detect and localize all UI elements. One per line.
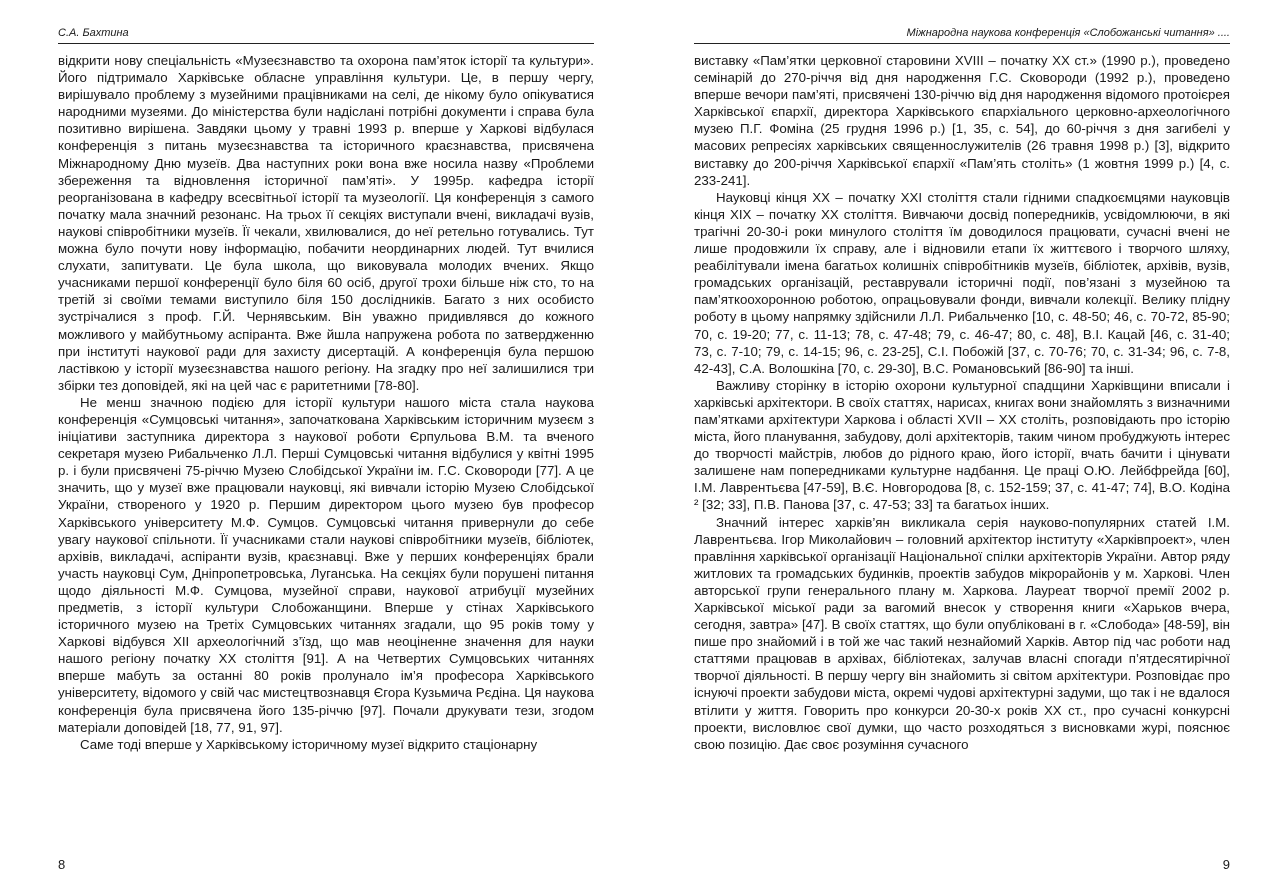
right-page-body	[694, 52, 1230, 753]
paragraph: Важливу сторінку в історію охорони культурної спадщини Харківщини вписали і харківські архітектори. В своїх статтях, нарисах, книгах вони знайомлять з визначними пам’ятками архітектури Харкова і області XVII – XX століть, розповідають про історію міста, його планування, забудову, долі архітекторів, таким чином пробуджують інтерес до творчості майстрів, любов до рідного краю, його історії, вчать бачити і цінувати залишене нам попередниками культурне надбання. Це праці О.Ю. Лейбфрейда [60], І.М. Лаврентьєва [47-59], В.Є. Новгородова [8, с. 152-159; 37, с. 41-47; 74], В.О. Кодіна ² [32; 33], П.В. Панова [37, с. 47-53; 33] та багатьох інших.	[694, 377, 1230, 513]
left-page	[58, 0, 594, 896]
paragraph: Саме тоді вперше у Харківському історичному музеї відкрито стаціонарну	[80, 736, 538, 752]
paragraph: відкрити нову спеціальність «Музеєзнавство та охорона пам’яток історії та культури». Його підтримало Харківське обласне управління культури. Це, в першу чергу, вирішувало проблему з музейними працівниками на селі, де нікому було опікуватися народними музеями. До міністерства були надіслані потрібні документи і справа була позитивно вирішена. Завдяки цьому у травні 1993 р. вперше у Харкові відбулася конференція з питань музеєзнавства та історичного краєзнавства, присвячена Міжнародному Дню музеїв. Два наступних роки вона вже носила назву «Проблеми збереження та відновлення історичної пам’яті». У 1995р. кафедра історії реорганізована в кафедру всесвітньої історії та музеології. Ця конференція з самого початку мала значний резонанс. На трьох її секціях виступали вчені, викладачі вузів, наукові співробітники музеїв. Її чекали, хвилювалися, до неї ретельно готувались. Тут можна було почути нову інформацію, побачити неординарних людей. Тут вчилися слухати, запитувати. Це була школа, що виковувала молодих вчених. Якщо учасниками першої конференції було біля 60 осіб, другої трохи більше ніж сто, то на третій зі своїми темами виступило біля 150 дослідників. Багато з них особисто зустрічалися з проф. Г.Й. Чернявським. Він уважно придивлявся до кожного можливого у майбутньому аспіранта. Вже йшла напружена робота по затвердженню при інституті наукової ради для захисту дисертацій. А конференція була першою ластівкою у історії музеєзнавства нашого регіону. На згадку про неї залишилися три збірки тез доповідей, які на цей час є раритетними [78-80].	[58, 53, 594, 393]
page-number-left: 8	[58, 857, 66, 872]
page-number-right: 9	[1222, 857, 1230, 872]
paragraph: Значний інтерес харків’ян викликала серія науково-популярних статей І.М. Лаврентьєва. Ігор Миколайович – головний архітектор інституту «Харківпроект», член правління харківської організації Національної спілки архітекторів України. Автор ряду житлових та громадських будинків, проектів забудов мікрорайонів у м. Харкові. Член авторської групи генерального плану м. Харкова. Лауреат творчої премії 2002 р. Харківської міської ради за вагомий внесок у створення книги «Харьков вчера, сегодня, завтра» [47]. В своїх статтях, що були опубліковані в г. «Слобода» [48-59], він пише про знайомий і в той же час такий незнайомий Харків. Автор під час роботи над статтями працював в архівах, бібліотеках, залучав власні спогади п’ятдесятирічної творчої діяльності. В першу чергу він знайомить зі світом архітектури. Розповідає про існуючі проекти забудови міста, окремі чудові архітектурні задуми, що так і не вдалося втілити у життя. Говорить про конкурси 20-30-х років XX ст., про сучасні конкурсні проекти, висловлює свої думки, що часто розходяться з висновками журі, пояснює свою позицію. Дає своє розуміння сучасного	[694, 514, 1230, 752]
left-page-body	[58, 52, 594, 753]
running-head-right: Міжнародна наукова конференція «Слобожанські читання» ....	[694, 26, 1230, 44]
paragraph: Науковці кінця XX – початку XXI століття стали гідними спадкоємцями науковців кінця XIX – початку XX століття. Вивчаючи досвід попередників, усвідомлюючи, в які трагічні 20-30-і роки минулого століття їм доводилося працювати, сучасні вчені не лише продовжили їх справу, але і відновили етапи їх життєвого і творчого шляху, реабілітували імена багатьох колишніх співробітників музеїв, бібліотек, архівів, вузів, громадських організацій, реставрували історичні події, пов’язані з музейною та пам’яткоохоронною роботою, опрацьовували фонди, вивчали колекції. Велику плідну роботу в цьому напрямку здійснили Л.Л. Рибальченко [10, с. 48-50; 46, с. 70-72, 85-90; 70, с. 19-20; 77, с. 11-13; 78, с. 47-48; 79, с. 46-47; 80, с. 48], В.І. Кацай [46, с. 31-40; 73, с. 7-10; 79, с. 14-15; 96, с. 23-25], С.І. Побожій [37, с. 70-76; 70, с. 31-34; 96, с. 7-8, 42-43], С.А. Волошкіна [70, с. 29-30], В.С. Романовський [86-90] та інші.	[694, 189, 1230, 376]
paragraph: виставку «Пам’ятки церковної старовини XVIII – початку XX ст.» (1990 р.), проведено семінарій до 270-річчя від дня народження Г.С. Сковороди (1992 р.), проведено вперше вечори пам’яті, присвячені 130-річчю від дня народження відомого протоієрея Харківської єпархії, директора Харківського єпархіального церковно-археологічного музею П.Г. Фоміна (25 грудня 1996 р.) [1, 35, с. 54], до 60-річчя з дня загибелі у масових репресіях харківських священнослужителів (26 травня 1998 р.) [3], відкрито виставку до 200-річчя Харківської єпархії «Пам’ять століть» (1 жовтня 1999 р.) [4, с. 233-241].	[694, 53, 1230, 188]
right-page	[694, 0, 1230, 896]
running-head-left: С.А. Бахтина	[58, 26, 594, 44]
paragraph: Не менш значною подією для історії культури нашого міста стала наукова конференція «Сумцовські читання», започаткована Харківським історичним музеєм з ініціативи заступника директора з наукової роботи Єрпульова В.М. та вченого секретаря музею Рибальченко Л.Л. Перші Сумцовські читання відбулися у квітні 1995 р. і були присвячені 75-річчю Музею Слобідської України ім. Г.С. Сковороди [77]. А це значить, що у музеї вже працювали науковці, які вивчали історію Музею Слобідської України, створеного у 1920 р. Першим директором цього музею був професор Харківського університету М.Ф. Сумцов. Сумцовські читання привернули до себе увагу наукової спільноти. Її учасниками стали наукові співробітники музеїв, бібліотек, архівів, викладачі, аспіранти вузів, краєзнавці. Вже у перших конференціях брали участь науковці Сум, Дніпропетровська, Луганська. На секціях були порушені питання щодо діяльності М.Ф. Сумцова, музейної справи, наукової атрибуції музейних предметів, з історії культури Слобожанщини. Вперше у стінах Харківського історичного музею на Третіх Сумцовських читаннях згадали, що 95 років тому у Харкові відбувся XII археологічний з’їзд, що мав неоціненне значення для науки нашого регіону початку XX століття [91]. А на Четвертих Сумцовських читаннях вперше мабуть за останні 80 років пролунало ім’я професора Харківського університету, відомого у свій час мистецтвознавця Єгора Кузьмича Рєдіна. Ця наукова конференція була присвячена його 135-річчю [97]. Почали друкувати тези, згодом матеріали доповідей [18, 77, 91, 97].	[58, 394, 594, 735]
